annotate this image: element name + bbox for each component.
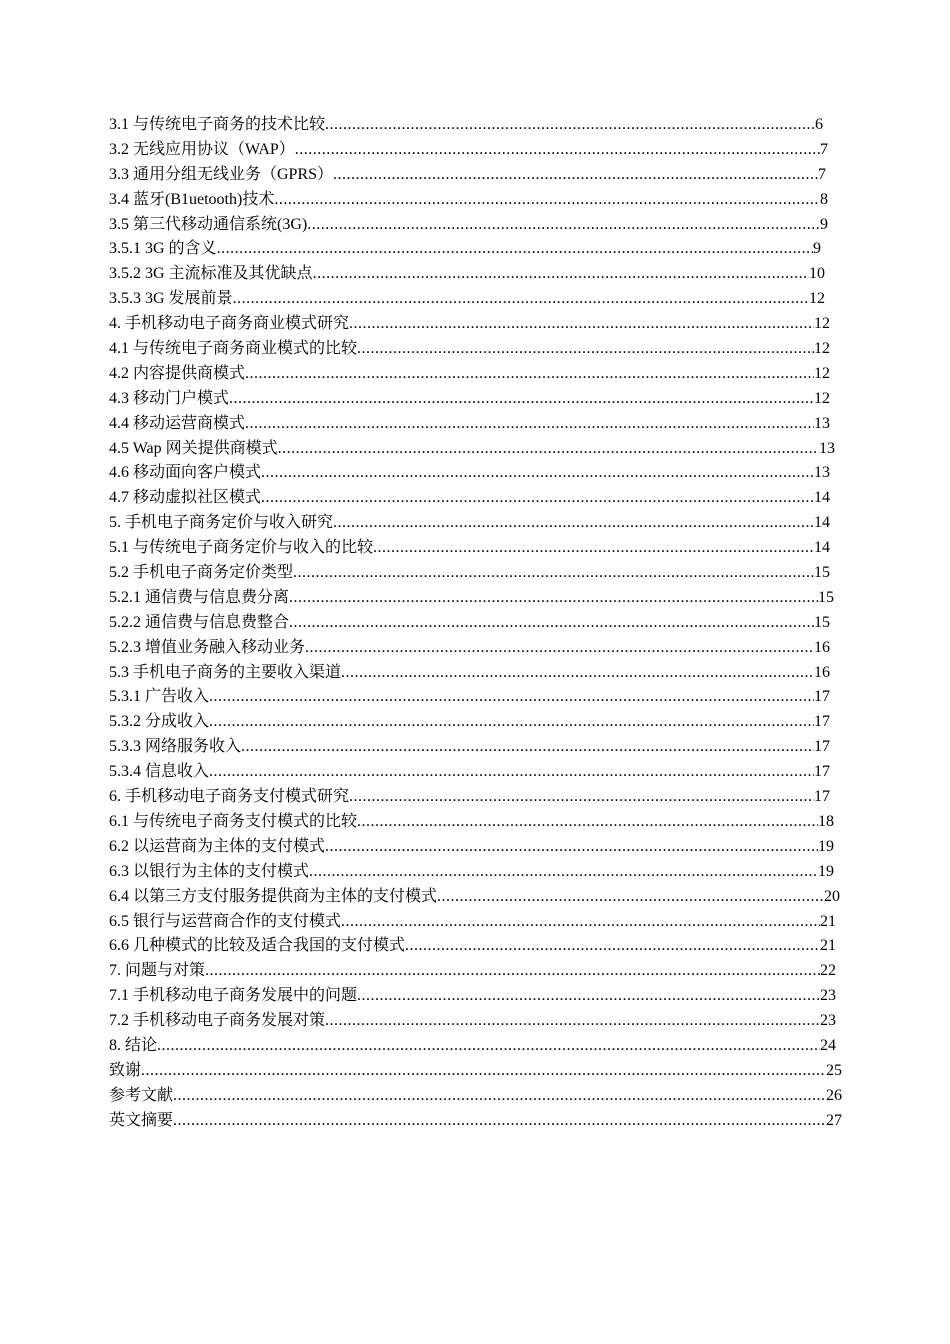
toc-entry-title: 4.7 移动虚拟社区模式 bbox=[109, 489, 262, 507]
toc-dot-leader bbox=[349, 785, 814, 810]
toc-dot-leader bbox=[293, 561, 814, 586]
toc-entry[interactable] bbox=[109, 163, 826, 188]
toc-entry[interactable] bbox=[109, 312, 830, 337]
toc-entry-title: 5.2.2 通信费与信息费整合 bbox=[109, 613, 290, 631]
toc-dot-leader bbox=[373, 536, 814, 561]
toc-entry-page-number: 21 bbox=[820, 912, 836, 930]
toc-entry-page-number: 14 bbox=[814, 514, 830, 532]
toc-dot-leader bbox=[141, 1059, 826, 1084]
toc-entry-title: 5.2 手机电子商务定价类型 bbox=[109, 564, 294, 582]
toc-entry[interactable] bbox=[109, 461, 830, 486]
toc-entry-title: 英文摘要 bbox=[109, 1111, 174, 1129]
toc-dot-leader bbox=[349, 312, 814, 337]
toc-entry[interactable] bbox=[109, 934, 836, 959]
toc-entry-title: 5.3.3 网络服务收入 bbox=[109, 738, 242, 756]
toc-dot-leader bbox=[173, 1109, 826, 1134]
toc-entry-page-number: 8 bbox=[820, 190, 828, 208]
toc-entry[interactable] bbox=[109, 661, 830, 686]
toc-entry-title: 3.5.3 3G 发展前景 bbox=[109, 290, 233, 308]
toc-entry-page-number: 9 bbox=[820, 215, 828, 233]
toc-entry-page-number: 10 bbox=[809, 265, 825, 283]
toc-entry-title: 6.6 几种模式的比较及适合我国的支付模式 bbox=[109, 937, 406, 955]
toc-entry[interactable] bbox=[109, 1084, 842, 1109]
toc-entry-title: 4. 手机移动电子商务商业模式研究 bbox=[109, 315, 350, 333]
toc-dot-leader bbox=[357, 337, 814, 362]
toc-entry[interactable] bbox=[109, 486, 830, 511]
toc-entry-page-number: 7 bbox=[820, 140, 828, 158]
toc-entry[interactable] bbox=[109, 113, 823, 138]
toc-entry-title: 3.5 第三代移动通信系统(3G) bbox=[109, 215, 308, 233]
toc-dot-leader bbox=[278, 437, 819, 462]
toc-entry-page-number: 22 bbox=[820, 962, 836, 980]
toc-entry-page-number: 17 bbox=[814, 788, 830, 806]
toc-entry-title: 5.1 与传统电子商务定价与收入的比较 bbox=[109, 539, 374, 557]
toc-entry[interactable] bbox=[109, 984, 836, 1009]
toc-dot-leader bbox=[325, 1009, 820, 1034]
toc-entry-page-number: 17 bbox=[814, 713, 830, 731]
toc-entry[interactable] bbox=[109, 213, 828, 238]
toc-entry[interactable] bbox=[109, 1034, 836, 1059]
toc-entry-title: 4.4 移动运营商模式 bbox=[109, 414, 246, 432]
toc-entry-title: 7. 问题与对策 bbox=[109, 962, 206, 980]
toc-entry-title: 8. 结论 bbox=[109, 1036, 158, 1054]
toc-dot-leader bbox=[209, 760, 814, 785]
toc-entry[interactable] bbox=[109, 262, 825, 287]
toc-entry-title: 3.2 无线应用协议（WAP） bbox=[109, 140, 295, 158]
toc-entry[interactable] bbox=[109, 237, 821, 262]
toc-entry[interactable] bbox=[109, 412, 830, 437]
toc-entry[interactable] bbox=[109, 860, 834, 885]
toc-entry-page-number: 15 bbox=[814, 564, 830, 582]
toc-entry[interactable] bbox=[109, 885, 840, 910]
toc-entry-page-number: 13 bbox=[819, 439, 835, 457]
toc-dot-leader bbox=[157, 1034, 820, 1059]
toc-entry-page-number: 13 bbox=[814, 464, 830, 482]
toc-entry-page-number: 18 bbox=[818, 812, 834, 830]
toc-dot-leader bbox=[309, 860, 818, 885]
toc-entry-page-number: 7 bbox=[818, 165, 826, 183]
toc-entry-title: 6.2 以运营商为主体的支付模式 bbox=[109, 837, 326, 855]
toc-dot-leader bbox=[341, 661, 814, 686]
toc-entry[interactable] bbox=[109, 710, 830, 735]
toc-entry[interactable] bbox=[109, 611, 830, 636]
toc-entry-page-number: 13 bbox=[814, 414, 830, 432]
toc-dot-leader bbox=[229, 387, 814, 412]
toc-entry[interactable] bbox=[109, 1059, 842, 1084]
toc-entry-title: 6.4 以第三方支付服务提供商为主体的支付模式 bbox=[109, 887, 438, 905]
toc-entry-title: 6.3 以银行为主体的支付模式 bbox=[109, 862, 310, 880]
toc-dot-leader bbox=[437, 885, 824, 910]
toc-entry[interactable] bbox=[109, 511, 830, 536]
toc-dot-leader bbox=[217, 237, 813, 262]
toc-entry-title: 3.5.2 3G 主流标准及其优缺点 bbox=[109, 265, 313, 283]
toc-dot-leader bbox=[209, 710, 814, 735]
toc-entry-title: 4.3 移动门户模式 bbox=[109, 389, 230, 407]
toc-dot-leader bbox=[313, 262, 809, 287]
toc-dot-leader bbox=[357, 810, 818, 835]
toc-dot-leader bbox=[245, 412, 814, 437]
toc-entry[interactable] bbox=[109, 362, 830, 387]
toc-dot-leader bbox=[274, 188, 820, 213]
toc-entry-title: 5. 手机电子商务定价与收入研究 bbox=[109, 514, 334, 532]
toc-entry-page-number: 27 bbox=[826, 1111, 842, 1129]
toc-entry-page-number: 24 bbox=[820, 1036, 836, 1054]
toc-entry[interactable] bbox=[109, 760, 830, 785]
toc-entry-title: 5.2.1 通信费与信息费分离 bbox=[109, 588, 290, 606]
toc-dot-leader bbox=[305, 636, 814, 661]
toc-entry-title: 7.1 手机移动电子商务发展中的问题 bbox=[109, 987, 358, 1005]
toc-entry-title: 3.4 蓝牙(B1uetooth)技术 bbox=[109, 190, 275, 208]
toc-entry-title: 4.1 与传统电子商务商业模式的比较 bbox=[109, 340, 358, 358]
toc-entry[interactable] bbox=[109, 188, 828, 213]
toc-entry-page-number: 23 bbox=[820, 987, 836, 1005]
toc-entry[interactable] bbox=[109, 959, 836, 984]
toc-entry-title: 5.3 手机电子商务的主要收入渠道 bbox=[109, 663, 342, 681]
toc-entry[interactable] bbox=[109, 835, 834, 860]
toc-entry-page-number: 17 bbox=[814, 738, 830, 756]
toc-entry-title: 6.1 与传统电子商务支付模式的比较 bbox=[109, 812, 358, 830]
toc-entry-title: 5.2.3 增值业务融入移动业务 bbox=[109, 638, 306, 656]
toc-entry[interactable] bbox=[109, 287, 825, 312]
toc-entry-page-number: 14 bbox=[814, 539, 830, 557]
toc-entry[interactable] bbox=[109, 685, 830, 710]
toc-entry[interactable] bbox=[109, 561, 830, 586]
toc-dot-leader bbox=[289, 586, 818, 611]
toc-dot-leader bbox=[245, 362, 814, 387]
toc-entry-title: 参考文献 bbox=[109, 1086, 174, 1104]
toc-dot-leader bbox=[357, 984, 820, 1009]
toc-entry-title: 致谢 bbox=[109, 1061, 142, 1079]
toc-dot-leader bbox=[261, 461, 814, 486]
toc-entry[interactable] bbox=[109, 785, 830, 810]
toc-entry-title: 3.3 通用分组无线业务（GPRS） bbox=[109, 165, 334, 183]
toc-entry-page-number: 9 bbox=[813, 240, 821, 258]
toc-entry-page-number: 17 bbox=[814, 688, 830, 706]
toc-entry-page-number: 12 bbox=[814, 315, 830, 333]
toc-entry-title: 5.3.4 信息收入 bbox=[109, 763, 210, 781]
toc-entry-page-number: 23 bbox=[820, 1012, 836, 1030]
toc-entry-title: 7.2 手机移动电子商务发展对策 bbox=[109, 1012, 326, 1030]
toc-entry-page-number: 15 bbox=[818, 588, 834, 606]
toc-entry[interactable] bbox=[109, 636, 830, 661]
toc-entry-title: 5.3.2 分成收入 bbox=[109, 713, 210, 731]
toc-entry-page-number: 25 bbox=[826, 1061, 842, 1079]
toc-dot-leader bbox=[233, 287, 809, 312]
toc-dot-leader bbox=[325, 835, 818, 860]
toc-entry-title: 5.3.1 广告收入 bbox=[109, 688, 210, 706]
toc-entry[interactable] bbox=[109, 910, 836, 935]
toc-entry[interactable] bbox=[109, 437, 835, 462]
toc-dot-leader bbox=[341, 910, 820, 935]
toc-entry-title: 4.2 内容提供商模式 bbox=[109, 364, 246, 382]
toc-entry-title: 3.5.1 3G 的含义 bbox=[109, 240, 217, 258]
toc-entry-title: 6. 手机移动电子商务支付模式研究 bbox=[109, 788, 350, 806]
toc-entry-page-number: 17 bbox=[814, 763, 830, 781]
toc-entry[interactable] bbox=[109, 586, 834, 611]
toc-entry-page-number: 26 bbox=[826, 1086, 842, 1104]
toc-dot-leader bbox=[173, 1084, 826, 1109]
toc-dot-leader bbox=[333, 511, 814, 536]
toc-entry-page-number: 12 bbox=[814, 364, 830, 382]
toc-dot-leader bbox=[333, 163, 818, 188]
toc-dot-leader bbox=[261, 486, 814, 511]
toc-entry[interactable] bbox=[109, 1009, 836, 1034]
toc-entry-title: 4.5 Wap 网关提供商模式 bbox=[109, 439, 278, 457]
toc-entry-page-number: 19 bbox=[818, 837, 834, 855]
toc-dot-leader bbox=[241, 735, 814, 760]
toc-entry-page-number: 21 bbox=[820, 937, 836, 955]
toc-entry[interactable] bbox=[109, 387, 830, 412]
toc-entry[interactable] bbox=[109, 735, 830, 760]
toc-entry-page-number: 15 bbox=[814, 613, 830, 631]
toc-entry-page-number: 16 bbox=[814, 638, 830, 656]
toc-entry-page-number: 19 bbox=[818, 862, 834, 880]
toc-entry-page-number: 12 bbox=[814, 340, 830, 358]
toc-dot-leader bbox=[209, 685, 814, 710]
toc-entry-page-number: 6 bbox=[815, 116, 823, 133]
toc-entry[interactable] bbox=[109, 810, 834, 835]
toc-dot-leader bbox=[205, 959, 820, 984]
toc-dot-leader bbox=[405, 934, 820, 959]
table-of-contents bbox=[109, 113, 842, 1134]
toc-dot-leader bbox=[295, 138, 820, 163]
toc-entry-title: 6.5 银行与运营商合作的支付模式 bbox=[109, 912, 342, 930]
toc-entry-page-number: 14 bbox=[814, 489, 830, 507]
toc-entry-title: 4.6 移动面向客户模式 bbox=[109, 464, 262, 482]
toc-entry-title: 3.1 与传统电子商务的技术比较 bbox=[109, 116, 326, 133]
toc-dot-leader bbox=[289, 611, 814, 636]
toc-entry-page-number: 12 bbox=[814, 389, 830, 407]
toc-entry[interactable] bbox=[109, 138, 828, 163]
toc-dot-leader bbox=[307, 213, 820, 238]
toc-entry[interactable] bbox=[109, 1109, 842, 1134]
toc-entry-page-number: 12 bbox=[809, 290, 825, 308]
toc-entry-page-number: 20 bbox=[824, 887, 840, 905]
toc-dot-leader bbox=[325, 113, 815, 138]
toc-entry[interactable] bbox=[109, 536, 830, 561]
toc-entry-page-number: 16 bbox=[814, 663, 830, 681]
toc-entry[interactable] bbox=[109, 337, 830, 362]
